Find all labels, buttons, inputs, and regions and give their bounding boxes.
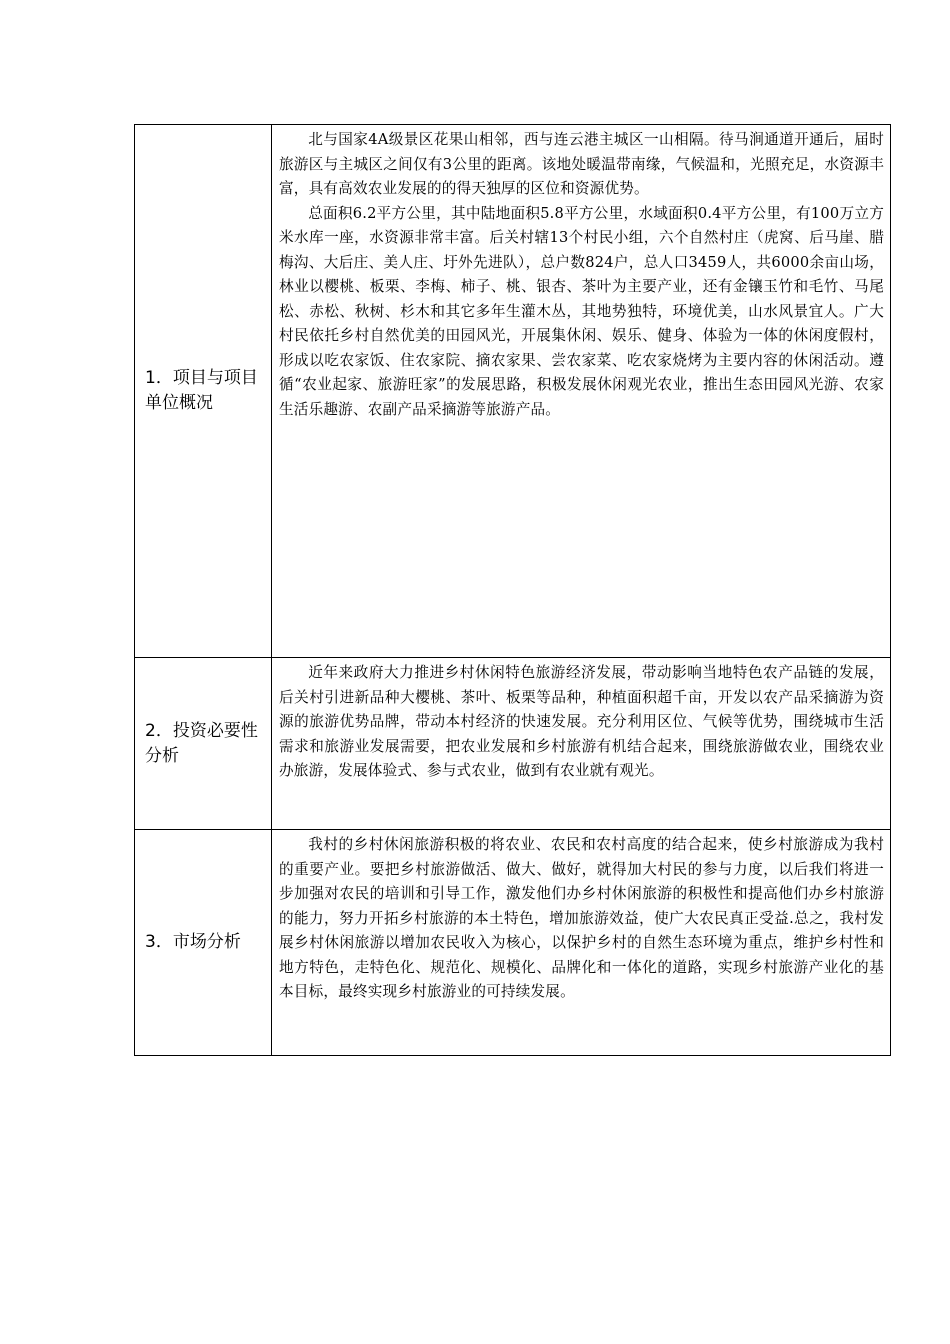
paragraph: 近年来政府大力推进乡村休闲特色旅游经济发展，带动影响当地特色农产品链的发展，后关村引进新品种大樱桃、茶叶、板栗等品种，种植面积超千亩，开发以农产品采摘游为资源的旅游优势品牌，带动本村经济的快速发展。充分利用区位、气候等优势，围绕城市生活需求和旅游业发展需要，把农业发展和乡村旅游有机结合起来，围绕旅游做农业，围绕农业办旅游，发展体验式、参与式农业，做到有农业就有观光。: [279, 664, 884, 779]
table-row-market-analysis: [135, 830, 891, 1056]
project-info-table: [134, 124, 891, 1056]
section-label-project-overview: 1．项目与项目单位概况: [135, 125, 272, 658]
section-label-market-analysis: 3．市场分析: [135, 830, 272, 1056]
table-row-project-overview: [135, 125, 891, 658]
section-body-project-overview: [272, 125, 891, 658]
section-body-investment-necessity: [272, 658, 891, 830]
paragraph: 北与国家4A级景区花果山相邻，西与连云港主城区一山相隔。待马涧通道开通后，届时旅游区与主城区之间仅有3公里的距离。该地处暖温带南缘，气候温和，光照充足，水资源丰富，具有高效农业发展的的得天独厚的区位和资源优势。: [279, 131, 884, 197]
table-row-investment-necessity: [135, 658, 891, 830]
paragraph: 总面积6.2平方公里，其中陆地面积5.8平方公里，水域面积0.4平方公里，有100万立方米水库一座，水资源非常丰富。后关村辖13个村民小组，六个自然村庄（虎窝、后马崖、腊梅沟、大后庄、美人庄、圩外先进队），总户数824户，总人口3459人，共6000余亩山场，林业以樱桃、板栗、李梅、柿子、桃、银杏、茶叶为主要产业，还有金镶玉竹和毛竹、马尾松、赤松、秋树、杉木和其它多年生灌木丛，其地势独特，环境优美，山水风景宜人。广大村民依托乡村自然优美的田园风光，开展集休闲、娱乐、健身、体验为一体的休闲度假村，形成以吃农家饭、住农家院、摘农家果、尝农家菜、吃农家烧烤为主要内容的休闲活动。遵循“农业起家、旅游旺家”的发展思路，积极发展休闲观光农业，推出生态田园风光游、农家生活乐趣游、农副产品采摘游等旅游产品。: [279, 204, 884, 418]
paragraph: 我村的乡村休闲旅游积极的将农业、农民和农村高度的结合起来，使乡村旅游成为我村的重要产业。要把乡村旅游做活、做大、做好，就得加大村民的参与力度，以后我们将进一步加强对农民的培训和引导工作，激发他们办乡村休闲旅游的积极性和提高他们办乡村旅游的能力，努力开拓乡村旅游的本土特色，增加旅游效益，使广大农民真正受益.总之，我村发展乡村休闲旅游以增加农民收入为核心，以保护乡村的自然生态环境为重点，维护乡村性和地方特色，走特色化、规范化、规模化、品牌化和一体化的道路，实现乡村旅游产业化的基本目标，最终实现乡村旅游业的可持续发展。: [279, 836, 884, 1000]
section-label-investment-necessity: 2．投资必要性分析: [135, 658, 272, 830]
section-body-market-analysis: [272, 830, 891, 1056]
